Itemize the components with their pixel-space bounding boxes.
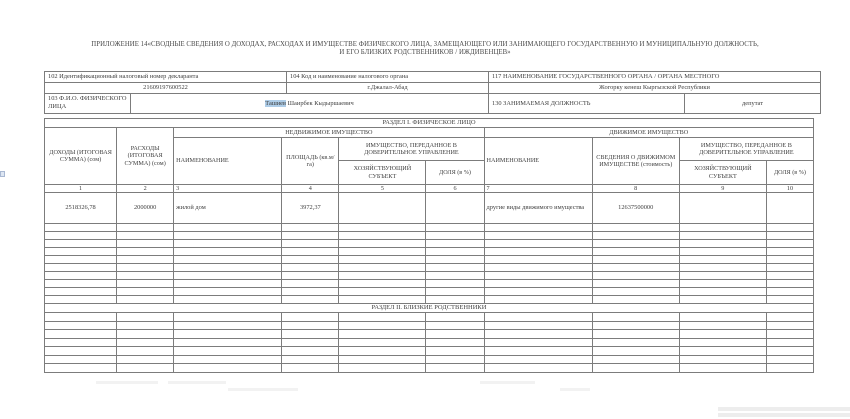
state-organ-value: Жогорку кенеш Кыргызской Республики xyxy=(489,83,821,94)
page-title xyxy=(28,41,822,58)
empty-cell xyxy=(426,338,484,347)
col-number-1: 1 xyxy=(45,185,117,193)
empty-cell xyxy=(679,355,766,364)
empty-cell xyxy=(339,248,426,256)
empty-cell xyxy=(45,240,117,248)
empty-cell xyxy=(766,248,813,256)
col-number-3: 3 xyxy=(174,185,282,193)
empty-cell xyxy=(339,321,426,330)
empty-cell xyxy=(592,256,679,264)
header-area: ПЛОЩАДЬ (кв.м/га) xyxy=(282,138,339,185)
empty-cell xyxy=(117,338,174,347)
empty-cell xyxy=(766,296,813,304)
empty-row xyxy=(45,355,814,364)
empty-cell xyxy=(174,288,282,296)
empty-cell xyxy=(117,347,174,356)
fio-search-highlight: Ташиев xyxy=(265,99,287,107)
empty-cell xyxy=(592,232,679,240)
empty-cell xyxy=(766,256,813,264)
col-number-7: 7 xyxy=(484,185,592,193)
empty-cell xyxy=(45,288,117,296)
empty-row xyxy=(45,364,814,373)
empty-cell xyxy=(339,224,426,232)
state-organ-label: 117 НАИМЕНОВАНИЕ ГОСУДАРСТВЕННОГО ОРГАНА / ОРГАНА МЕСТНОГО xyxy=(489,72,821,83)
empty-cell xyxy=(339,288,426,296)
empty-cell xyxy=(282,288,339,296)
empty-cell xyxy=(117,321,174,330)
cell-entity-immovable xyxy=(339,193,426,224)
empty-cell xyxy=(282,224,339,232)
empty-cell xyxy=(45,224,117,232)
empty-row xyxy=(45,288,814,296)
empty-cell xyxy=(766,313,813,322)
empty-cell xyxy=(484,338,592,347)
empty-cell xyxy=(679,248,766,256)
empty-cell xyxy=(766,338,813,347)
empty-cell xyxy=(339,338,426,347)
empty-cell xyxy=(174,264,282,272)
empty-cell xyxy=(426,355,484,364)
empty-cell xyxy=(592,272,679,280)
empty-cell xyxy=(117,232,174,240)
empty-cell xyxy=(282,355,339,364)
empty-cell xyxy=(45,256,117,264)
header-trust-immovable: ИМУЩЕСТВО, ПЕРЕДАННОЕ В ДОВЕРИТЕЛЬНОЕ УПРАВЛЕНИЕ xyxy=(339,138,484,161)
empty-cell xyxy=(117,272,174,280)
position-label: 130 ЗАНИМАЕМАЯ ДОЛЖНОСТЬ xyxy=(489,94,685,114)
empty-cell xyxy=(174,296,282,304)
header-trust-movable: ИМУЩЕСТВО, ПЕРЕДАННОЕ В ДОВЕРИТЕЛЬНОЕ УПРАВЛЕНИЕ xyxy=(679,138,813,161)
empty-cell xyxy=(117,256,174,264)
empty-cell xyxy=(282,347,339,356)
empty-cell xyxy=(679,256,766,264)
header-income: ДОХОДЫ (ИТОГОВАЯ СУММА) (сом) xyxy=(45,128,117,185)
empty-cell xyxy=(174,355,282,364)
empty-cell xyxy=(174,313,282,322)
empty-cell xyxy=(592,224,679,232)
empty-row xyxy=(45,264,814,272)
empty-cell xyxy=(679,288,766,296)
empty-row xyxy=(45,256,814,264)
page-title-line2: И ЕГО БЛИЗКИХ РОДСТВЕННИКОВ / ИЖДИВЕНЦЕВ» xyxy=(339,49,511,57)
header-share-immovable: ДОЛЯ (в %) xyxy=(426,161,484,185)
assets-table xyxy=(44,118,814,373)
empty-cell xyxy=(174,364,282,373)
empty-cell xyxy=(282,364,339,373)
empty-cell xyxy=(426,321,484,330)
empty-row xyxy=(45,248,814,256)
empty-row xyxy=(45,321,814,330)
declarant-info-table xyxy=(44,71,821,114)
empty-cell xyxy=(117,355,174,364)
empty-cell xyxy=(484,364,592,373)
empty-cell xyxy=(766,240,813,248)
col-number-4: 4 xyxy=(282,185,339,193)
empty-cell xyxy=(174,248,282,256)
empty-cell xyxy=(117,364,174,373)
empty-cell xyxy=(484,347,592,356)
empty-cell xyxy=(117,280,174,288)
empty-cell xyxy=(679,364,766,373)
empty-cell xyxy=(339,347,426,356)
empty-cell xyxy=(766,264,813,272)
page-edge-artifact xyxy=(0,171,5,177)
cell-entity-movable xyxy=(679,193,766,224)
section1-title: РАЗДЕЛ I. ФИЗИЧЕСКОЕ ЛИЦО xyxy=(45,119,814,128)
empty-cell xyxy=(45,264,117,272)
empty-cell xyxy=(592,355,679,364)
empty-cell xyxy=(45,232,117,240)
cell-share-immovable xyxy=(426,193,484,224)
empty-cell xyxy=(426,330,484,339)
next-page-edge xyxy=(718,407,850,411)
header-expenses: РАСХОДЫ (ИТОГОВАЯ СУММА) (сом) xyxy=(117,128,174,185)
empty-cell xyxy=(679,272,766,280)
empty-cell xyxy=(45,330,117,339)
header-entity-movable: ХОЗЯЙСТВУЮЩИЙ СУБЪЕКТ xyxy=(679,161,766,185)
empty-cell xyxy=(282,264,339,272)
empty-cell xyxy=(592,338,679,347)
cell-movable-value: 12637500000 xyxy=(592,193,679,224)
empty-cell xyxy=(282,248,339,256)
empty-cell xyxy=(484,313,592,322)
cell-income: 2518326,78 xyxy=(45,193,117,224)
tax-organ-label: 104 Код и наименование налогового органа xyxy=(287,72,489,83)
empty-cell xyxy=(339,355,426,364)
empty-cell xyxy=(592,264,679,272)
empty-cell xyxy=(484,355,592,364)
empty-cell xyxy=(426,224,484,232)
empty-cell xyxy=(484,264,592,272)
empty-cell xyxy=(45,280,117,288)
empty-cell xyxy=(282,232,339,240)
header-immovable-group: НЕДВИЖИМОЕ ИМУЩЕСТВО xyxy=(174,128,484,138)
empty-cell xyxy=(174,256,282,264)
empty-cell xyxy=(45,347,117,356)
col-number-9: 9 xyxy=(679,185,766,193)
fio-value xyxy=(131,94,489,114)
empty-cell xyxy=(766,280,813,288)
empty-row xyxy=(45,224,814,232)
empty-cell xyxy=(679,321,766,330)
empty-cell xyxy=(484,272,592,280)
empty-cell xyxy=(426,256,484,264)
empty-cell xyxy=(426,280,484,288)
empty-cell xyxy=(484,248,592,256)
empty-row xyxy=(45,296,814,304)
empty-cell xyxy=(174,232,282,240)
empty-cell xyxy=(592,347,679,356)
empty-cell xyxy=(679,224,766,232)
empty-cell xyxy=(592,330,679,339)
section2-empty-rows xyxy=(45,313,814,373)
col-number-5: 5 xyxy=(339,185,426,193)
empty-cell xyxy=(679,330,766,339)
empty-cell xyxy=(117,248,174,256)
empty-cell xyxy=(592,296,679,304)
empty-cell xyxy=(484,330,592,339)
empty-cell xyxy=(45,338,117,347)
empty-cell xyxy=(679,296,766,304)
empty-cell xyxy=(592,240,679,248)
empty-row xyxy=(45,330,814,339)
empty-cell xyxy=(339,313,426,322)
empty-cell xyxy=(426,296,484,304)
empty-row xyxy=(45,280,814,288)
empty-cell xyxy=(426,272,484,280)
fio-rest: Шаирбек Кыдыршаевич xyxy=(286,99,354,107)
col-number-10: 10 xyxy=(766,185,813,193)
empty-cell xyxy=(339,264,426,272)
empty-cell xyxy=(766,330,813,339)
empty-cell xyxy=(45,313,117,322)
empty-cell xyxy=(174,330,282,339)
empty-cell xyxy=(679,347,766,356)
inn-value: 21609197600522 xyxy=(45,83,287,94)
empty-row xyxy=(45,338,814,347)
empty-cell xyxy=(174,280,282,288)
empty-cell xyxy=(282,272,339,280)
next-page-edge xyxy=(718,413,850,417)
empty-cell xyxy=(174,272,282,280)
empty-cell xyxy=(679,232,766,240)
section2-title: РАЗДЕЛ II. БЛИЗКИЕ РОДСТВЕННИКИ xyxy=(45,304,814,313)
empty-cell xyxy=(339,280,426,288)
empty-cell xyxy=(117,296,174,304)
empty-row xyxy=(45,272,814,280)
empty-cell xyxy=(679,240,766,248)
empty-cell xyxy=(45,248,117,256)
empty-cell xyxy=(282,280,339,288)
empty-row xyxy=(45,232,814,240)
header-share-movable: ДОЛЯ (в %) xyxy=(766,161,813,185)
empty-cell xyxy=(484,232,592,240)
fio-label: 103 Ф.И.О. ФИЗИЧЕСКОГО ЛИЦА xyxy=(45,94,131,114)
empty-cell xyxy=(426,313,484,322)
empty-row xyxy=(45,240,814,248)
empty-cell xyxy=(117,330,174,339)
empty-cell xyxy=(45,355,117,364)
header-name-movable: НАИМЕНОВАНИЕ xyxy=(484,138,592,185)
col-number-6: 6 xyxy=(426,185,484,193)
empty-cell xyxy=(484,224,592,232)
cell-movable-name: другие виды движимого имущества xyxy=(484,193,592,224)
header-entity-immovable: ХОЗЯЙСТВУЮЩИЙ СУБЪЕКТ xyxy=(339,161,426,185)
empty-cell xyxy=(484,240,592,248)
empty-cell xyxy=(426,264,484,272)
empty-cell xyxy=(117,288,174,296)
scan-smudge xyxy=(228,388,298,391)
empty-cell xyxy=(174,240,282,248)
empty-cell xyxy=(426,347,484,356)
empty-cell xyxy=(426,232,484,240)
empty-cell xyxy=(339,240,426,248)
scan-smudge xyxy=(168,381,226,384)
empty-cell xyxy=(484,280,592,288)
cell-area: 3972,37 xyxy=(282,193,339,224)
empty-cell xyxy=(117,313,174,322)
position-value: депутат xyxy=(685,94,821,114)
empty-cell xyxy=(282,240,339,248)
empty-cell xyxy=(282,256,339,264)
cell-expenses: 2000000 xyxy=(117,193,174,224)
scan-smudge xyxy=(96,381,158,384)
empty-cell xyxy=(282,321,339,330)
tax-organ-value: г.Джалал-Абад xyxy=(287,83,489,94)
empty-cell xyxy=(679,338,766,347)
empty-cell xyxy=(484,288,592,296)
empty-cell xyxy=(339,272,426,280)
inn-label: 102 Идентификационный налоговый номер декларанта xyxy=(45,72,287,83)
empty-cell xyxy=(592,280,679,288)
empty-cell xyxy=(45,296,117,304)
empty-cell xyxy=(766,321,813,330)
empty-cell xyxy=(174,338,282,347)
empty-cell xyxy=(766,224,813,232)
header-movable-info: СВЕДЕНИЯ О ДВИЖИМОМ ИМУЩЕСТВЕ (стоимость) xyxy=(592,138,679,185)
empty-cell xyxy=(679,264,766,272)
empty-cell xyxy=(339,256,426,264)
scan-smudge xyxy=(480,381,535,384)
col-number-2: 2 xyxy=(117,185,174,193)
empty-cell xyxy=(484,256,592,264)
empty-cell xyxy=(282,338,339,347)
empty-row xyxy=(45,313,814,322)
empty-cell xyxy=(339,232,426,240)
empty-cell xyxy=(339,364,426,373)
empty-cell xyxy=(766,364,813,373)
empty-cell xyxy=(282,296,339,304)
scan-smudge xyxy=(560,388,590,391)
empty-cell xyxy=(592,321,679,330)
empty-cell xyxy=(484,321,592,330)
empty-cell xyxy=(339,296,426,304)
empty-cell xyxy=(117,240,174,248)
empty-cell xyxy=(174,321,282,330)
cell-share-movable xyxy=(766,193,813,224)
empty-cell xyxy=(45,364,117,373)
empty-cell xyxy=(45,272,117,280)
empty-cell xyxy=(426,240,484,248)
empty-cell xyxy=(766,347,813,356)
empty-cell xyxy=(592,364,679,373)
empty-cell xyxy=(45,321,117,330)
section1-empty-rows xyxy=(45,224,814,304)
empty-cell xyxy=(174,224,282,232)
header-name-immovable: НАИМЕНОВАНИЕ xyxy=(174,138,282,185)
empty-cell xyxy=(174,347,282,356)
empty-cell xyxy=(117,224,174,232)
empty-cell xyxy=(484,296,592,304)
empty-cell xyxy=(426,248,484,256)
empty-cell xyxy=(679,280,766,288)
empty-cell xyxy=(766,355,813,364)
empty-cell xyxy=(766,272,813,280)
empty-cell xyxy=(339,330,426,339)
empty-cell xyxy=(592,288,679,296)
empty-row xyxy=(45,347,814,356)
empty-cell xyxy=(679,313,766,322)
empty-cell xyxy=(426,288,484,296)
empty-cell xyxy=(282,330,339,339)
empty-cell xyxy=(117,264,174,272)
empty-cell xyxy=(592,248,679,256)
col-number-8: 8 xyxy=(592,185,679,193)
header-movable-group: ДВИЖИМОЕ ИМУЩЕСТВО xyxy=(484,128,813,138)
empty-cell xyxy=(426,364,484,373)
empty-cell xyxy=(592,313,679,322)
cell-immovable-name: жилой дом xyxy=(174,193,282,224)
empty-cell xyxy=(766,288,813,296)
empty-cell xyxy=(766,232,813,240)
table-row xyxy=(45,193,814,224)
empty-cell xyxy=(282,313,339,322)
page-title-line1: ПРИЛОЖЕНИЕ 14«СВОДНЫЕ СВЕДЕНИЯ О ДОХОДАХ, РАСХОДАХ И ИМУЩЕСТВЕ ФИЗИЧЕСКОГО ЛИЦА, ЗАМЕЩАЮЩЕГО ИЛИ ЗАНИМАЮЩЕГО ГОСУДАРСТВЕННУЮ И МУНИЦИПАЛЬНУЮ ДОЛЖНОСТЬ, xyxy=(91,41,759,48)
